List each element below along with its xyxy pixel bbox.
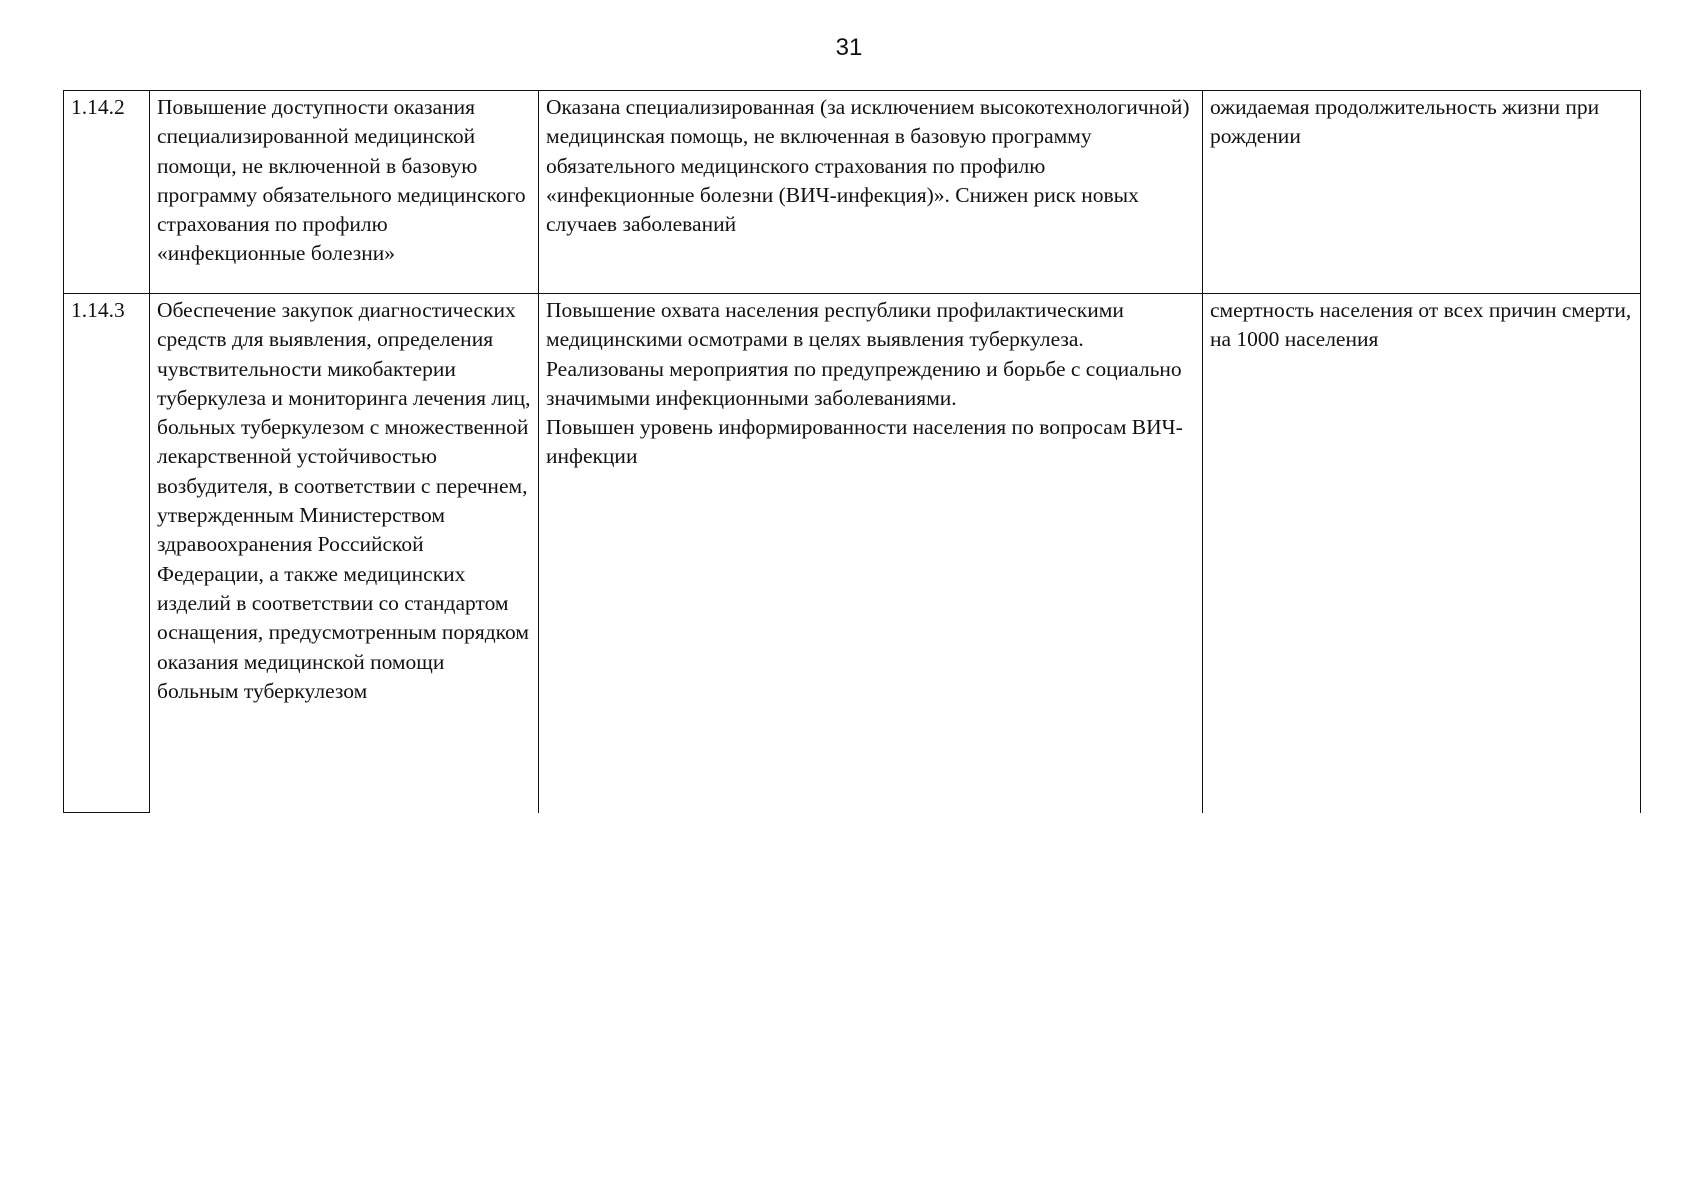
row-code-cell: 1.14.3 (64, 294, 150, 813)
result-line: Повышен уровень информированности населения по вопросам ВИЧ-инфекции (546, 415, 1183, 469)
indicator-cell: ожидаемая продолжительность жизни при рождении (1203, 91, 1641, 294)
result-cell (539, 294, 1203, 813)
measures-table (63, 90, 1641, 813)
result-line: Повышение охвата населения республики профилактическими медицинскими осмотрами в целях выявления туберкулеза. (546, 298, 1124, 352)
result-line: Реализованы мероприятия по предупреждению и борьбе с социально значимыми инфекционными заболеваниями. (546, 356, 1182, 410)
table-row (64, 91, 1641, 294)
table-row (64, 294, 1641, 813)
measure-cell: Обеспечение закупок диагностических средств для выявления, определения чувствительности микобактерии туберкулеза и мониторинга лечения лиц, больных туберкулезом с множественной лекарственной устойчивостью возбудителя, в соответствии с перечнем, утвержденным Министерством здравоохранения Российской Федерации, а также медицинских изделий в соответствии со стандартом оснащения, предусмотренным порядком оказания медицинской помощи больным туберкулезом (150, 294, 539, 813)
indicator-cell: смертность населения от всех причин смерти, на 1000 населения (1203, 294, 1641, 813)
result-line: Оказана специализированная (за исключением высокотехнологичной) медицинская помощь, не включенная в базовую программу обязательного медицинского страхования по профилю «инфекционные болезни (ВИЧ-инфекция)». Снижен риск новых случаев заболеваний (546, 95, 1190, 237)
result-cell (539, 91, 1203, 294)
measure-cell: Повышение доступности оказания специализированной медицинской помощи, не включенной в базовую программу обязательного медицинского страхования по профилю «инфекционные болезни» (150, 91, 539, 294)
page-number: 31 (835, 34, 863, 61)
row-code-cell: 1.14.2 (64, 91, 150, 294)
